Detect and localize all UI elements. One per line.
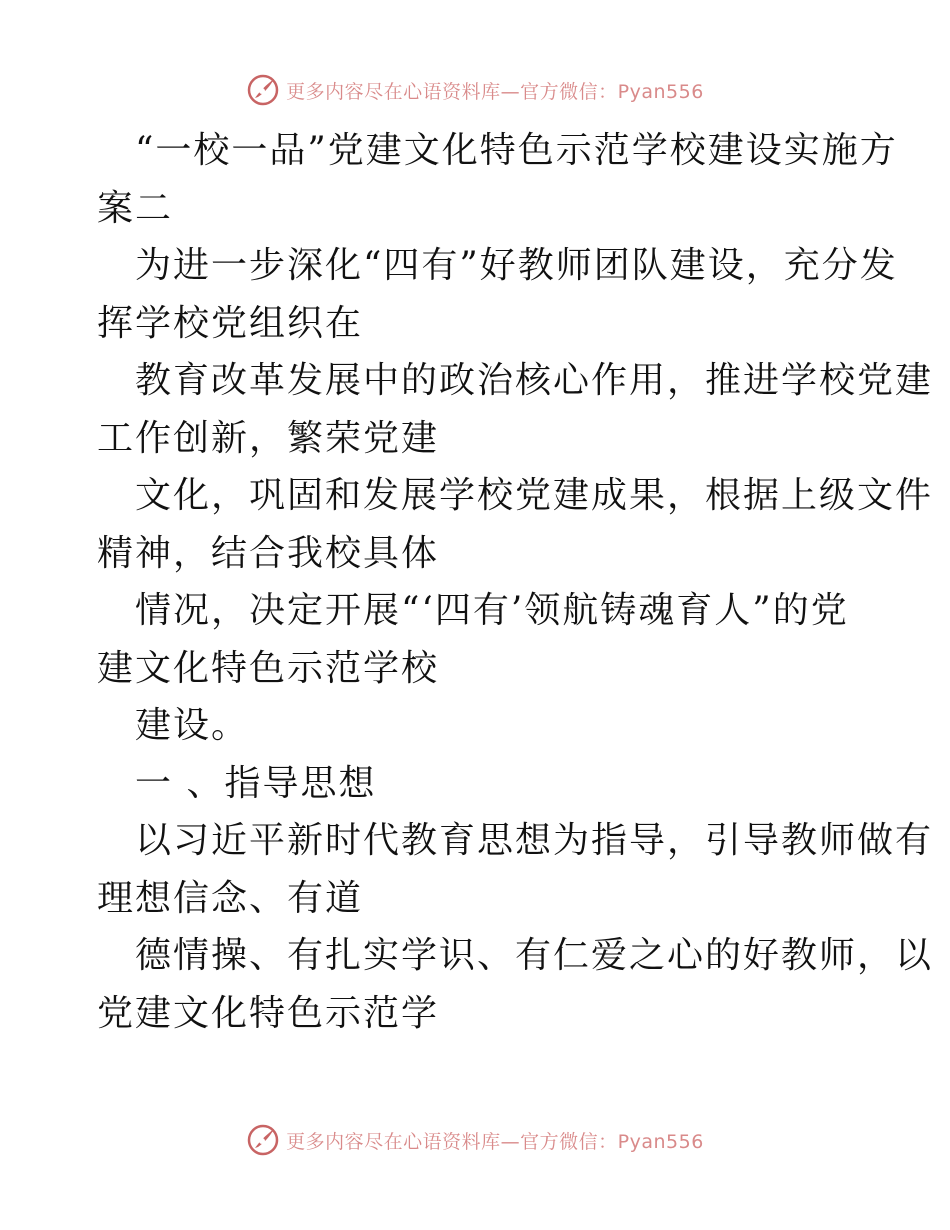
- text-line: 教育改革发展中的政治核心作用，推进学校党建: [135, 360, 934, 401]
- document-body: [97, 122, 934, 1042]
- watermark-text: 更多内容尽在心语资料库—官方微信：Pyan556: [286, 80, 704, 103]
- text-line: 挥学校党组织在: [97, 302, 364, 344]
- text-line: 党建文化特色示范学: [97, 992, 440, 1034]
- text-line: 为进一步深化“四有”好教师团队建设，充分发: [135, 245, 898, 286]
- text-line: “一校一品”党建文化特色示范学校建设实施方: [135, 130, 898, 171]
- text-line: 一 、指导思想: [135, 762, 377, 804]
- text-line: 建文化特色示范学校: [97, 647, 440, 689]
- text-line: 文化，巩固和发展学校党建成果，根据上级文件: [135, 475, 934, 516]
- footer-watermark: [0, 1120, 950, 1160]
- text-line: 理想信念、有道: [97, 877, 364, 919]
- text-line: 案二: [97, 187, 174, 229]
- text-line: 建设。: [135, 705, 250, 746]
- quill-logo-icon: [246, 73, 280, 107]
- text-line: 德情操、有扎实学识、有仁爱之心的好教师，以: [135, 935, 934, 976]
- text-line: 精神，结合我校具体: [97, 532, 440, 574]
- header-watermark: [0, 70, 950, 110]
- watermark-text: 更多内容尽在心语资料库—官方微信：Pyan556: [286, 1130, 704, 1153]
- quill-logo-icon: [246, 1123, 280, 1157]
- text-line: 情况，决定开展“‘四有’领航铸魂育人”的党: [135, 590, 849, 631]
- text-line: 工作创新，繁荣党建: [97, 417, 440, 459]
- text-line: 以习近平新时代教育思想为指导，引导教师做有: [135, 820, 934, 861]
